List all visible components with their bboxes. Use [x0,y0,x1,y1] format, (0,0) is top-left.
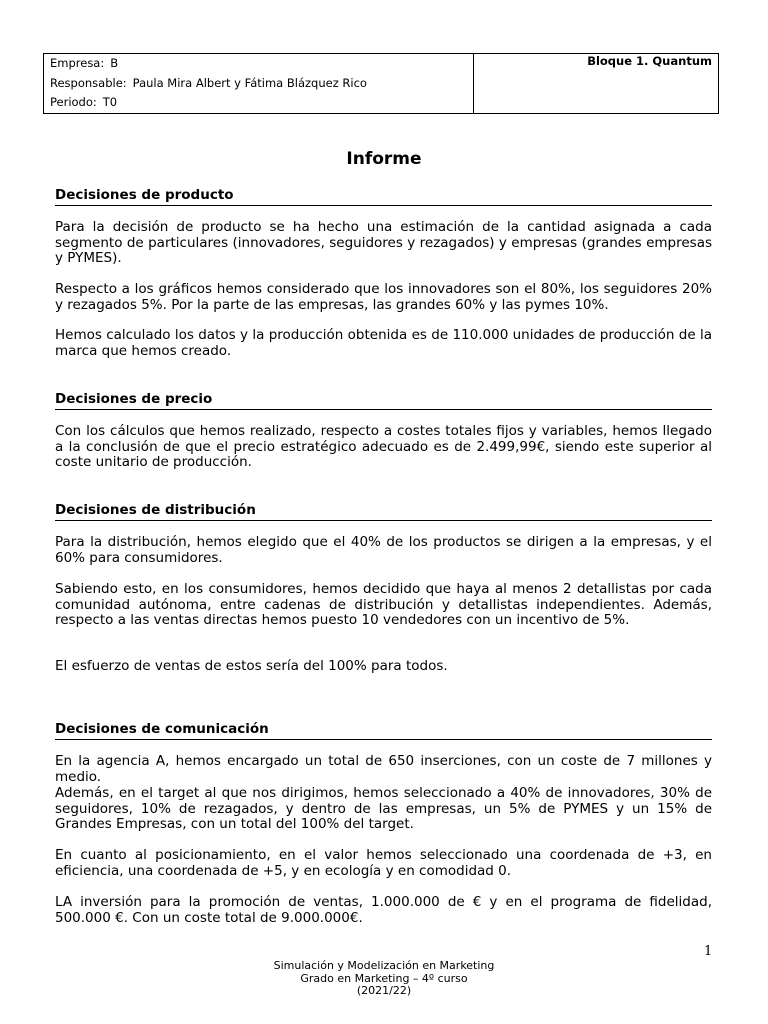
heading-distribucion: Decisiones de distribución [55,501,712,521]
page-number: 1 [704,944,713,959]
distribucion-paragraph-1: Para la distribución, hemos elegido que el 40% de los productos se dirigen a la empresas, y el 60% para consumidores. [55,534,712,566]
page-title: Informe [346,149,422,169]
footer-year: (2021/22) [356,984,412,997]
producto-paragraph-2: Respecto a los gráficos hemos considerado que los innovadores son el 80%, los seguidores 20% y rezagados 5%. Por la parte de las empresas, las grandes 60% y las pymes 10%. [55,281,712,313]
footer-degree: Grado en Marketing – 4º curso [300,971,468,985]
heading-precio: Decisiones de precio [55,390,712,410]
producto-paragraph-1: Para la decisión de producto se ha hecho una estimación de la cantidad asignada a cada segmento de particulares (innovadores, seguidores y rezagados) y empresas (grandes empresas y PYMES). [55,219,712,266]
period-row [50,93,467,113]
comunicacion-paragraph-2: En cuanto al posicionamiento, en el valor hemos seleccionado una coordenada de +3, en eficiencia, una coordenada de +5, y en ecología y en comodidad 0. [55,847,712,879]
producto-paragraph-3: Hemos calculado los datos y la producción obtenida es de 110.000 unidades de producción de la marca que hemos creado. [55,327,712,359]
precio-paragraph-1: Con los cálculos que hemos realizado, respecto a costes totales fijos y variables, hemos llegado a la conclusión de que el precio estratégico adecuado es de 2.499,99€, siendo este superior al coste unitario de producción. [55,423,712,470]
comunicacion-paragraph-3: LA inversión para la promoción de ventas, 1.000.000 de € y en el programa de fidelidad, 500.000 €. Con un coste total de 9.000.000€. [55,894,712,926]
responsible-value: Paula Mira Albert y Fátima Blázquez Rico [132,75,367,90]
footer [0,960,768,998]
header-table [43,53,719,114]
period-value: T0 [102,95,118,109]
block-cell [474,54,718,113]
block-label: Bloque 1. Quantum [587,54,712,68]
comunicacion-paragraph-1b: Además, en el target al que nos dirigimos, hemos seleccionado a 40% de innovadores, 30% de seguidores, 10% de rezagados, y dentro de las empresas, un 5% de PYMES y un 15% de Grandes Empresas, con un total del 100% del target. [55,785,712,832]
distribucion-paragraph-2: Sabiendo esto, en los consumidores, hemos decidido que haya al menos 2 detallistas por cada comunidad autónoma, entre cadenas de distribución y detallistas independientes. Además, respecto a las ventas directas hemos puesto 10 vendedores con un incentivo de 5%. [55,581,712,628]
distribucion-paragraph-3: El esfuerzo de ventas de estos sería del 100% para todos. [55,658,448,674]
period-label: Periodo: [50,95,97,109]
company-value: B [110,56,119,70]
heading-comunicacion: Decisiones de comunicación [55,720,712,740]
comunicacion-paragraph-1a: En la agencia A, hemos encargado un total de 650 inserciones, con un coste de 7 millones y medio. [55,753,712,785]
company-label: Empresa: [50,56,105,70]
responsible-label: Responsable: [50,75,127,90]
company-row [50,54,467,74]
header-info-cell [44,54,474,113]
responsible-row [50,74,467,94]
heading-producto: Decisiones de producto [55,186,712,206]
footer-course: Simulación y Modelización en Marketing [273,959,495,972]
